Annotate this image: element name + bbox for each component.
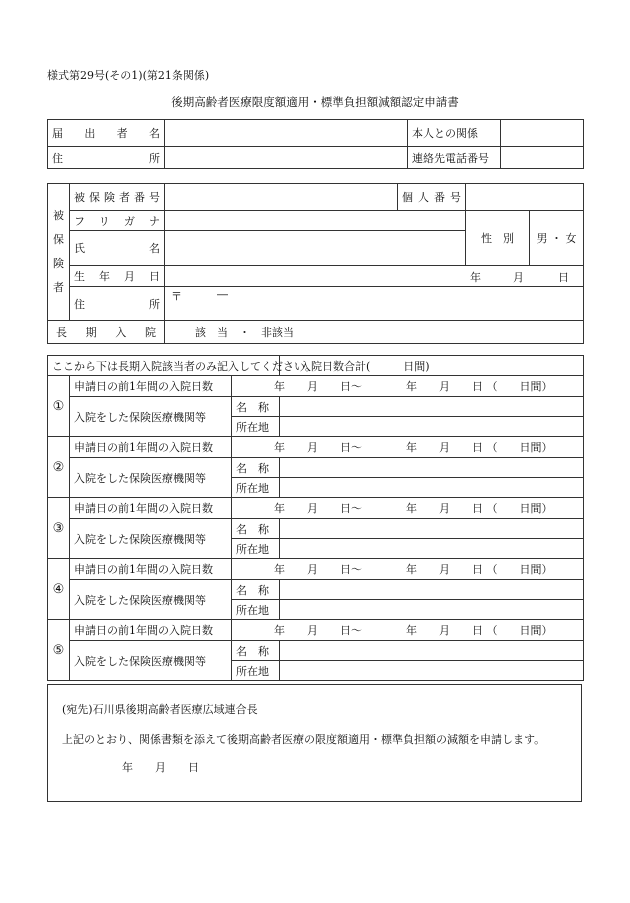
institution-name-label: 名 称: [232, 580, 280, 600]
institution-name-label: 名 称: [232, 397, 280, 417]
personal-number-label: 個人番号: [398, 184, 466, 211]
relation-field[interactable]: [501, 120, 584, 147]
long-stay-note: ここから下は長期入院該当者のみ記入してください。: [48, 356, 280, 376]
institution-name-field[interactable]: [280, 458, 584, 478]
insured-number-field[interactable]: [165, 184, 398, 211]
postal-mark: 〒: [171, 290, 182, 303]
period-field[interactable]: 年 月 日～ 年 月 日 （ 日間）: [232, 376, 584, 397]
period-field[interactable]: 年 月 日～ 年 月 日 （ 日間）: [232, 559, 584, 580]
period-field[interactable]: 年 月 日～ 年 月 日 （ 日間）: [232, 620, 584, 641]
applicant-address-label: 住 所: [48, 147, 165, 169]
institution-name-field[interactable]: [280, 580, 584, 600]
hospital-table: [47, 355, 584, 681]
period-field[interactable]: 年 月 日～ 年 月 日 （ 日間）: [232, 437, 584, 458]
long-stay-options[interactable]: 該 当 ・ 非該当: [165, 321, 584, 344]
birth-field[interactable]: 年 月 日: [165, 266, 584, 287]
insured-address-field[interactable]: [165, 287, 584, 321]
applicant-table: [47, 119, 584, 169]
addressee: (宛先)石川県後期高齢者医療広域連合長: [62, 703, 258, 716]
gender-options[interactable]: 男 ・ 女: [530, 211, 584, 266]
institution-name-field[interactable]: [280, 397, 584, 417]
insured-name-field[interactable]: [165, 231, 466, 266]
applicant-name-label: 届 出 者 名: [48, 120, 165, 147]
institution-label: 入院をした保険医療機関等: [70, 519, 232, 559]
postal-dash: ―: [217, 288, 228, 301]
institution-location-label: 所在地: [232, 478, 280, 498]
institution-label: 入院をした保険医療機関等: [70, 397, 232, 437]
form-title: 後期高齢者医療限度額適用・標準負担額減額認定申請書: [171, 95, 459, 109]
days-label: 申請日の前1年間の入院日数: [70, 620, 232, 641]
phone-field[interactable]: [501, 147, 584, 169]
entry-number: ①: [48, 376, 70, 437]
insured-name-label: 氏 名: [70, 231, 165, 266]
period-field[interactable]: 年 月 日～ 年 月 日 （ 日間）: [232, 498, 584, 519]
declaration-box: [47, 684, 582, 802]
furigana-label: フリガナ: [70, 211, 165, 231]
applicant-address-field[interactable]: [165, 147, 408, 169]
insured-table: [47, 183, 584, 344]
personal-number-field[interactable]: [466, 184, 584, 211]
days-label: 申請日の前1年間の入院日数: [70, 376, 232, 397]
institution-location-label: 所在地: [232, 600, 280, 620]
entry-number: ②: [48, 437, 70, 498]
institution-location-label: 所在地: [232, 661, 280, 681]
relation-label: 本人との関係: [408, 120, 501, 147]
institution-name-label: 名 称: [232, 519, 280, 539]
entry-number: ⑤: [48, 620, 70, 681]
institution-name-field[interactable]: [280, 641, 584, 661]
institution-location-field[interactable]: [280, 661, 584, 681]
days-label: 申請日の前1年間の入院日数: [70, 498, 232, 519]
insured-address-label: 住 所: [70, 287, 165, 321]
institution-label: 入院をした保険医療機関等: [70, 641, 232, 681]
institution-label: 入院をした保険医療機関等: [70, 580, 232, 620]
total-days[interactable]: 入院日数合計( 日間): [280, 356, 584, 376]
hospital-entries: [48, 376, 584, 681]
institution-location-field[interactable]: [280, 417, 584, 437]
institution-label: 入院をした保険医療機関等: [70, 458, 232, 498]
entry-number: ③: [48, 498, 70, 559]
long-stay-label: 長 期 入 院: [48, 321, 165, 344]
phone-label: 連絡先電話番号: [408, 147, 501, 169]
institution-location-label: 所在地: [232, 417, 280, 437]
days-label: 申請日の前1年間の入院日数: [70, 559, 232, 580]
birth-label: 生 年 月 日: [70, 266, 165, 287]
institution-location-field[interactable]: [280, 600, 584, 620]
declaration-statement: 上記のとおり、関係書類を添えて後期高齢者医療の限度額適用・標準負担額の減額を申請します。: [62, 733, 546, 746]
entry-number: ④: [48, 559, 70, 620]
days-label: 申請日の前1年間の入院日数: [70, 437, 232, 458]
form-number: 様式第29号(その1)(第21条関係): [47, 69, 210, 82]
institution-location-field[interactable]: [280, 478, 584, 498]
applicant-name-field[interactable]: [165, 120, 408, 147]
insured-side-label: 被 保 険 者: [48, 184, 70, 321]
institution-name-label: 名 称: [232, 458, 280, 478]
gender-label: 性 別: [466, 211, 530, 266]
institution-name-label: 名 称: [232, 641, 280, 661]
institution-location-label: 所在地: [232, 539, 280, 559]
insured-number-label: 被保険者番号: [70, 184, 165, 211]
furigana-field[interactable]: [165, 211, 466, 231]
institution-name-field[interactable]: [280, 519, 584, 539]
declaration-date[interactable]: 年 月 日: [122, 761, 199, 774]
institution-location-field[interactable]: [280, 539, 584, 559]
